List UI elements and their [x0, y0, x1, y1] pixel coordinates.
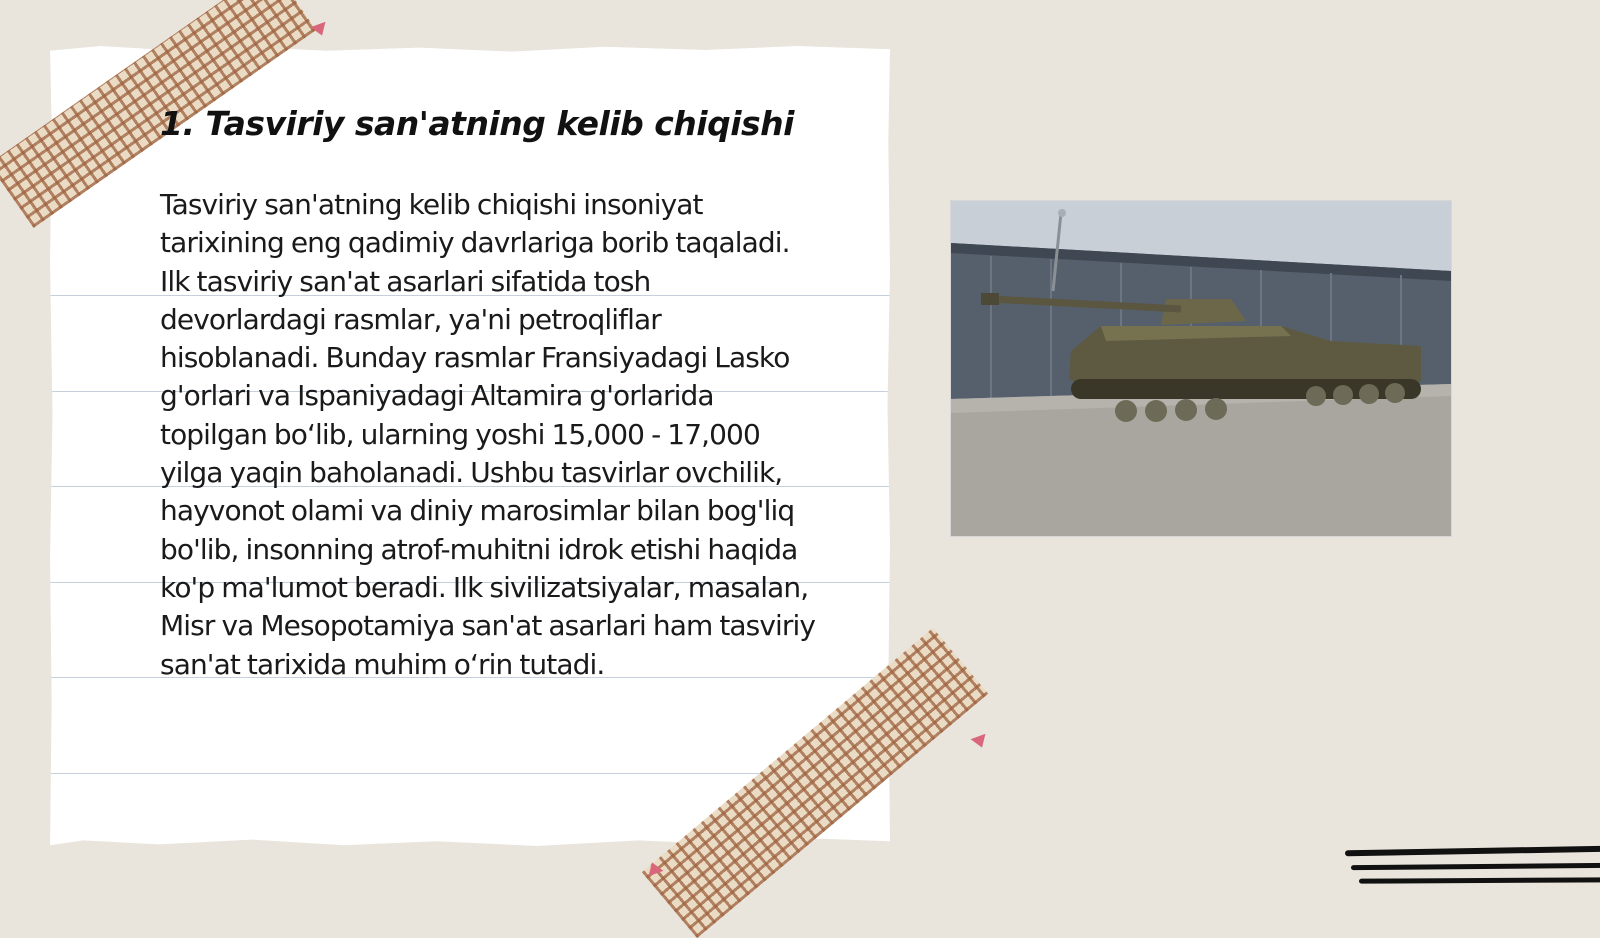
tape-tip-marker: [970, 734, 989, 751]
brush-stroke: [1345, 846, 1600, 857]
tank-photo-image: [951, 201, 1451, 536]
brush-strokes-decoration: [1345, 848, 1600, 894]
slide-title: 1. Tasviriy san'atning kelib chiqishi: [160, 104, 794, 143]
tank-photo: [950, 200, 1452, 537]
brush-stroke: [1359, 877, 1600, 883]
slide-body-text: Tasviriy san'atning kelib chiqishi insoniyat tarixining eng qadimiy davrlariga borib taqaladi. Ilk tasviriy san'at asarlari sifatida tosh devorlardagi rasmlar, ya'ni petroqliflar hisoblanadi. Bunday rasmlar Fransiyadagi Lasko g'orlari va Ispaniyadagi Altamira g'orlarida topilgan bo‘lib, ularning yoshi 15,000 - 17,000 yilga yaqin baholanadi. Ushbu tasvirlar ovchilik, hayvonot olami va diniy marosimlar bilan bog'liq bo'lib, insonning atrof-muhitni idrok etishi haqida ko'p ma'lumot beradi. Ilk sivilizatsiyalar, masalan, Misr va Mesopotamiya san'at asarlari ham tasviriy san'at tarixida muhim o‘rin tutadi.: [160, 188, 816, 681]
brush-stroke: [1351, 863, 1600, 870]
